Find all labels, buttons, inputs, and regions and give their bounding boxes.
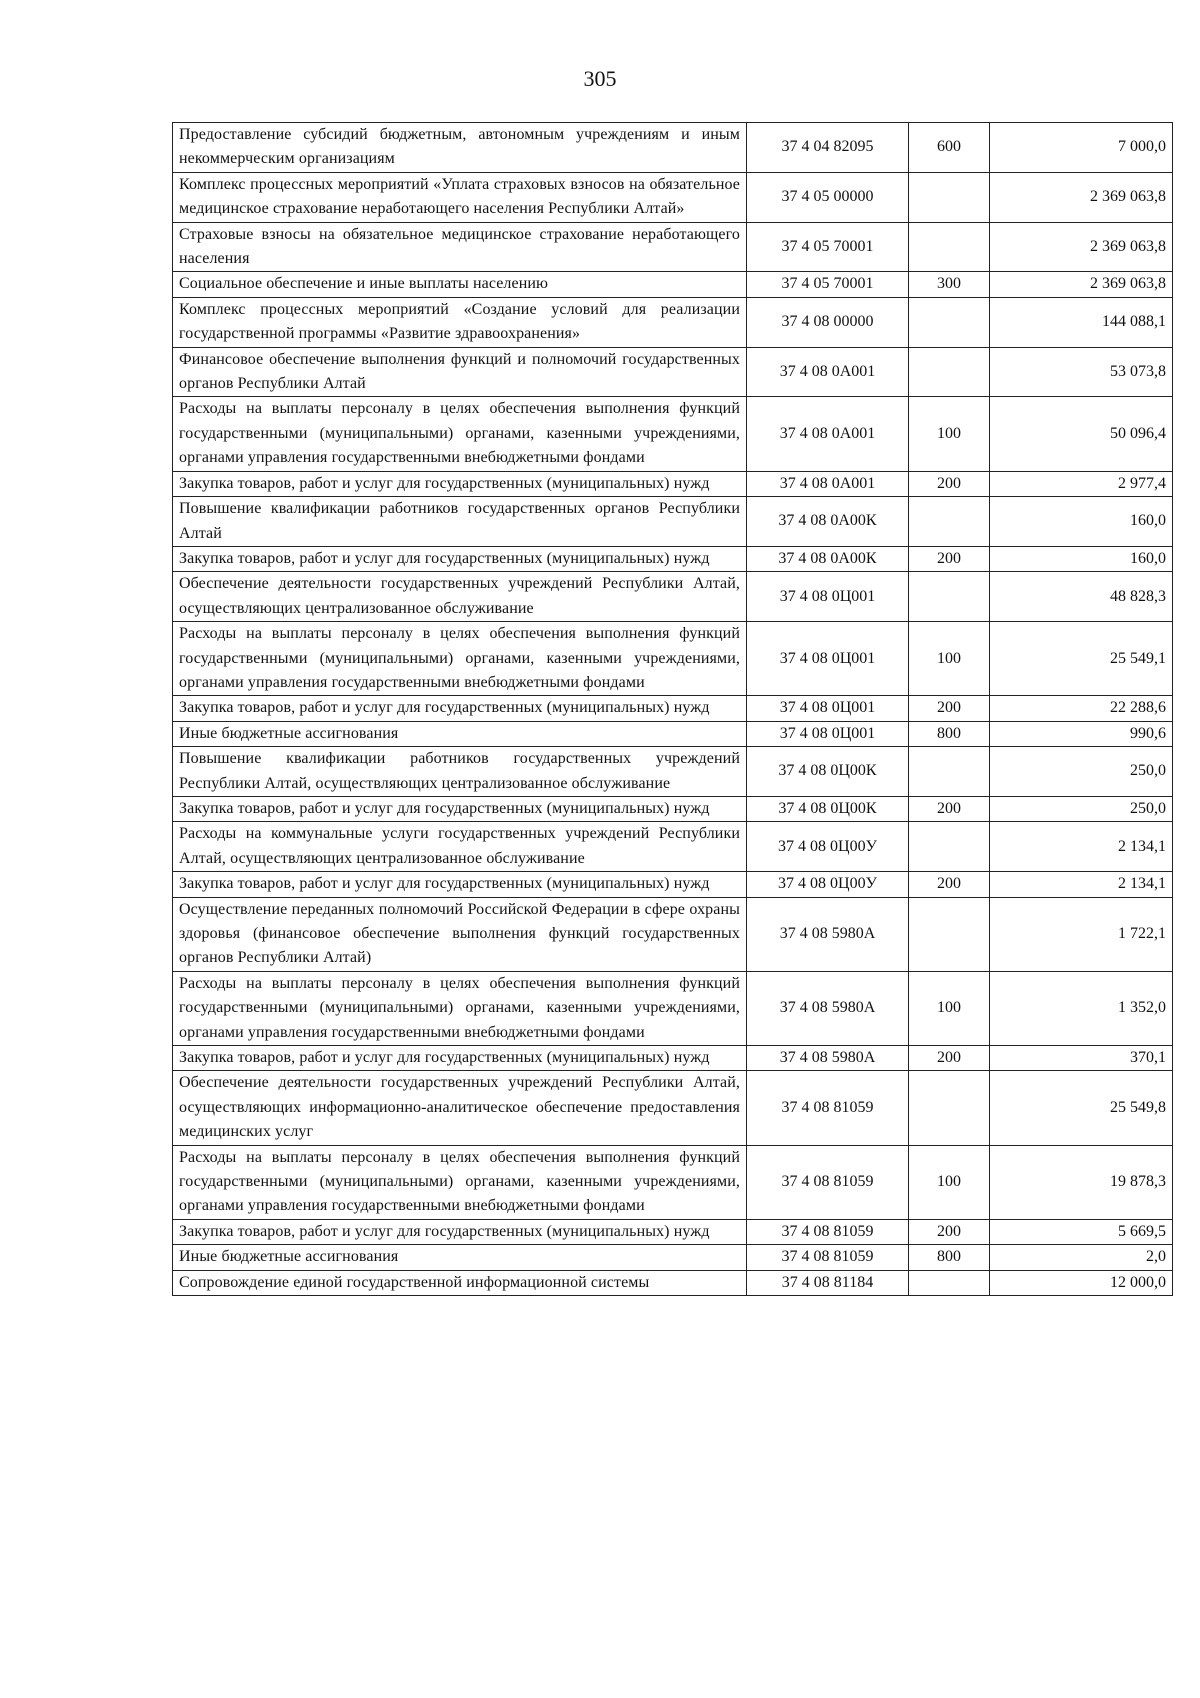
target-code-cell: 37 4 08 81059 (747, 1071, 909, 1145)
target-code-cell: 37 4 08 0А001 (747, 471, 909, 496)
amount-cell: 2,0 (990, 1245, 1173, 1270)
item-name-cell: Закупка товаров, работ и услуг для государственных (муниципальных) нужд (173, 696, 747, 721)
table-row (173, 222, 1173, 272)
expense-type-cell: 100 (909, 971, 990, 1045)
target-code-cell: 37 4 08 0Ц00У (747, 872, 909, 897)
expense-type-cell: 200 (909, 1046, 990, 1071)
target-code-cell: 37 4 08 5980А (747, 1046, 909, 1071)
target-code-cell: 37 4 08 0Ц001 (747, 696, 909, 721)
target-code-cell: 37 4 08 0А001 (747, 397, 909, 471)
amount-cell: 2 369 063,8 (990, 222, 1173, 272)
item-name-cell: Предоставление субсидий бюджетным, автономным учреждениям и иным некоммерческим организациям (173, 123, 747, 173)
target-code-cell: 37 4 08 0Ц00К (747, 796, 909, 821)
expense-type-cell (909, 297, 990, 347)
table-row (173, 1270, 1173, 1295)
item-name-cell: Иные бюджетные ассигнования (173, 721, 747, 746)
amount-cell: 250,0 (990, 796, 1173, 821)
target-code-cell: 37 4 08 5980А (747, 971, 909, 1045)
target-code-cell: 37 4 08 81059 (747, 1145, 909, 1219)
table-row (173, 1245, 1173, 1270)
amount-cell: 22 288,6 (990, 696, 1173, 721)
table-row (173, 297, 1173, 347)
table-row (173, 796, 1173, 821)
table-row (173, 1046, 1173, 1071)
item-name-cell: Осуществление переданных полномочий Российской Федерации в сфере охраны здоровья (финансовое обеспечение выполнения функций государственных органов Республики Алтай) (173, 897, 747, 971)
table-row (173, 1219, 1173, 1244)
expense-type-cell (909, 172, 990, 222)
table-row (173, 872, 1173, 897)
item-name-cell: Повышение квалификации работников государственных органов Республики Алтай (173, 497, 747, 547)
amount-cell: 48 828,3 (990, 572, 1173, 622)
table-row (173, 696, 1173, 721)
target-code-cell: 37 4 08 0А001 (747, 347, 909, 397)
expense-type-cell: 200 (909, 872, 990, 897)
table-row (173, 123, 1173, 173)
item-name-cell: Закупка товаров, работ и услуг для государственных (муниципальных) нужд (173, 1046, 747, 1071)
amount-cell: 2 369 063,8 (990, 172, 1173, 222)
amount-cell: 1 722,1 (990, 897, 1173, 971)
expense-type-cell (909, 747, 990, 797)
expense-type-cell: 100 (909, 1145, 990, 1219)
amount-cell: 53 073,8 (990, 347, 1173, 397)
item-name-cell: Закупка товаров, работ и услуг для государственных (муниципальных) нужд (173, 872, 747, 897)
expense-type-cell (909, 347, 990, 397)
expense-type-cell: 200 (909, 1219, 990, 1244)
amount-cell: 25 549,8 (990, 1071, 1173, 1145)
table-row (173, 822, 1173, 872)
amount-cell: 2 977,4 (990, 471, 1173, 496)
expense-type-cell: 600 (909, 123, 990, 173)
table-row (173, 1145, 1173, 1219)
amount-cell: 1 352,0 (990, 971, 1173, 1045)
amount-cell: 25 549,1 (990, 622, 1173, 696)
table-row (173, 747, 1173, 797)
expense-type-cell (909, 1270, 990, 1295)
target-code-cell: 37 4 08 0Ц001 (747, 721, 909, 746)
amount-cell: 2 369 063,8 (990, 272, 1173, 297)
item-name-cell: Социальное обеспечение и иные выплаты населению (173, 272, 747, 297)
budget-table-body (173, 123, 1173, 1296)
expense-type-cell: 200 (909, 546, 990, 571)
table-row (173, 546, 1173, 571)
target-code-cell: 37 4 08 0А00К (747, 546, 909, 571)
amount-cell: 250,0 (990, 747, 1173, 797)
item-name-cell: Обеспечение деятельности государственных учреждений Республики Алтай, осуществляющих централизованное обслуживание (173, 572, 747, 622)
item-name-cell: Повышение квалификации работников государственных учреждений Республики Алтай, осуществляющих централизованное обслуживание (173, 747, 747, 797)
item-name-cell: Обеспечение деятельности государственных учреждений Республики Алтай, осуществляющих информационно-аналитическое обеспечение предоставления медицинских услуг (173, 1071, 747, 1145)
table-row (173, 1071, 1173, 1145)
target-code-cell: 37 4 05 00000 (747, 172, 909, 222)
expense-type-cell (909, 822, 990, 872)
target-code-cell: 37 4 08 0Ц001 (747, 572, 909, 622)
item-name-cell: Закупка товаров, работ и услуг для государственных (муниципальных) нужд (173, 546, 747, 571)
item-name-cell: Закупка товаров, работ и услуг для государственных (муниципальных) нужд (173, 471, 747, 496)
table-row (173, 497, 1173, 547)
item-name-cell: Сопровождение единой государственной информационной системы (173, 1270, 747, 1295)
item-name-cell: Расходы на выплаты персоналу в целях обеспечения выполнения функций государственными (муниципальными) органами, казенными учреждениями, органами управления государственными внебюджетными фондами (173, 622, 747, 696)
target-code-cell: 37 4 08 81059 (747, 1245, 909, 1270)
amount-cell: 2 134,1 (990, 872, 1173, 897)
item-name-cell: Комплекс процессных мероприятий «Уплата страховых взносов на обязательное медицинское страхование неработающего населения Республики Алтай» (173, 172, 747, 222)
expense-type-cell (909, 497, 990, 547)
budget-table (172, 122, 1173, 1296)
target-code-cell: 37 4 08 0Ц00К (747, 747, 909, 797)
expense-type-cell (909, 572, 990, 622)
target-code-cell: 37 4 08 81184 (747, 1270, 909, 1295)
expense-type-cell: 800 (909, 1245, 990, 1270)
target-code-cell: 37 4 08 81059 (747, 1219, 909, 1244)
item-name-cell: Комплекс процессных мероприятий «Создание условий для реализации государственной программы «Развитие здравоохранения» (173, 297, 747, 347)
table-row (173, 471, 1173, 496)
target-code-cell: 37 4 08 0Ц00У (747, 822, 909, 872)
item-name-cell: Расходы на выплаты персоналу в целях обеспечения выполнения функций государственными (муниципальными) органами, казенными учреждениями, органами управления государственными внебюджетными фондами (173, 1145, 747, 1219)
item-name-cell: Иные бюджетные ассигнования (173, 1245, 747, 1270)
table-row (173, 347, 1173, 397)
expense-type-cell: 200 (909, 471, 990, 496)
table-row (173, 272, 1173, 297)
item-name-cell: Страховые взносы на обязательное медицинское страхование неработающего населения (173, 222, 747, 272)
table-row (173, 172, 1173, 222)
target-code-cell: 37 4 08 0А00К (747, 497, 909, 547)
amount-cell: 370,1 (990, 1046, 1173, 1071)
table-row (173, 971, 1173, 1045)
target-code-cell: 37 4 08 5980А (747, 897, 909, 971)
expense-type-cell (909, 897, 990, 971)
item-name-cell: Закупка товаров, работ и услуг для государственных (муниципальных) нужд (173, 1219, 747, 1244)
target-code-cell: 37 4 08 0Ц001 (747, 622, 909, 696)
target-code-cell: 37 4 04 82095 (747, 123, 909, 173)
amount-cell: 12 000,0 (990, 1270, 1173, 1295)
expense-type-cell (909, 222, 990, 272)
amount-cell: 990,6 (990, 721, 1173, 746)
target-code-cell: 37 4 08 00000 (747, 297, 909, 347)
item-name-cell: Расходы на выплаты персоналу в целях обеспечения выполнения функций государственными (муниципальными) органами, казенными учреждениями, органами управления государственными внебюджетными фондами (173, 397, 747, 471)
expense-type-cell: 800 (909, 721, 990, 746)
expense-type-cell: 200 (909, 796, 990, 821)
item-name-cell: Закупка товаров, работ и услуг для государственных (муниципальных) нужд (173, 796, 747, 821)
amount-cell: 160,0 (990, 497, 1173, 547)
target-code-cell: 37 4 05 70001 (747, 272, 909, 297)
amount-cell: 5 669,5 (990, 1219, 1173, 1244)
expense-type-cell: 200 (909, 696, 990, 721)
expense-type-cell (909, 1071, 990, 1145)
item-name-cell: Расходы на коммунальные услуги государственных учреждений Республики Алтай, осуществляющих централизованное обслуживание (173, 822, 747, 872)
item-name-cell: Расходы на выплаты персоналу в целях обеспечения выполнения функций государственными (муниципальными) органами, казенными учреждениями, органами управления государственными внебюджетными фондами (173, 971, 747, 1045)
page-number: 305 (583, 66, 617, 91)
amount-cell: 19 878,3 (990, 1145, 1173, 1219)
amount-cell: 144 088,1 (990, 297, 1173, 347)
table-row (173, 572, 1173, 622)
expense-type-cell: 100 (909, 622, 990, 696)
expense-type-cell: 300 (909, 272, 990, 297)
expense-type-cell: 100 (909, 397, 990, 471)
amount-cell: 160,0 (990, 546, 1173, 571)
amount-cell: 50 096,4 (990, 397, 1173, 471)
amount-cell: 2 134,1 (990, 822, 1173, 872)
table-row (173, 721, 1173, 746)
amount-cell: 7 000,0 (990, 123, 1173, 173)
table-row (173, 622, 1173, 696)
item-name-cell: Финансовое обеспечение выполнения функций и полномочий государственных органов Республики Алтай (173, 347, 747, 397)
table-row (173, 897, 1173, 971)
table-row (173, 397, 1173, 471)
target-code-cell: 37 4 05 70001 (747, 222, 909, 272)
